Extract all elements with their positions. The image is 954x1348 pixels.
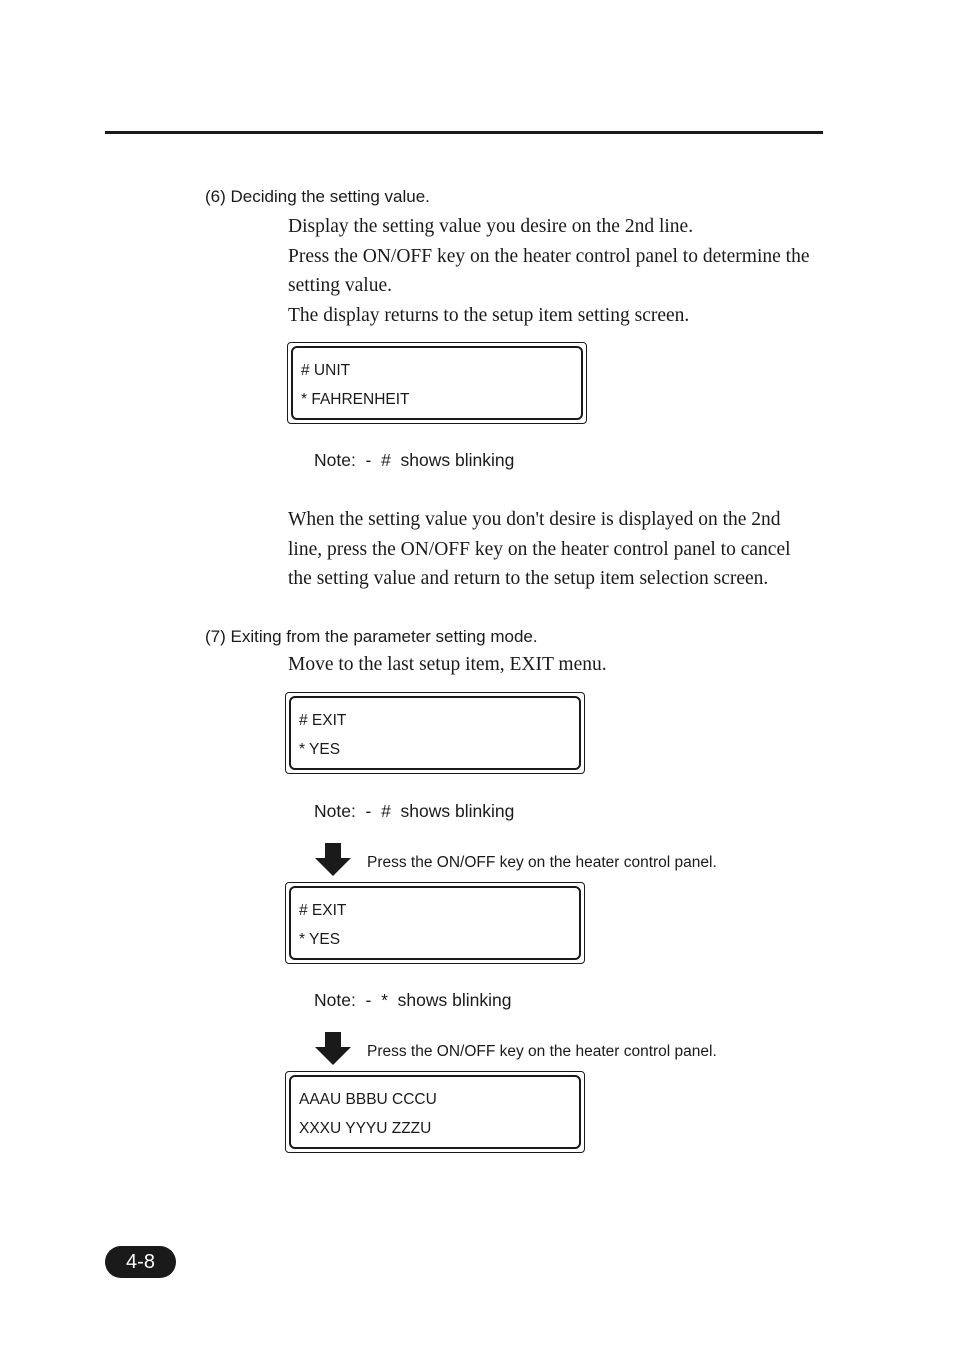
down-arrow-icon — [314, 843, 352, 877]
lcd-screen — [289, 886, 581, 960]
lcd-line-1: # EXIT — [299, 902, 347, 919]
section-6-paragraph-2 — [288, 505, 828, 594]
down-arrow-icon — [314, 1032, 352, 1066]
lcd-line-1: # EXIT — [299, 712, 347, 729]
lcd-line-2: XXXU YYYU ZZZU — [299, 1120, 432, 1137]
lcd-screen — [289, 696, 581, 770]
section-7-intro: Move to the last setup item, EXIT menu. — [288, 654, 607, 675]
note-blinking-2: Note: - # shows blinking — [314, 801, 515, 821]
lcd-line-1: # UNIT — [301, 362, 351, 379]
lcd-line-2: * FAHRENHEIT — [301, 391, 410, 408]
step-instruction-2: Press the ON/OFF key on the heater control panel. — [367, 1043, 717, 1060]
lcd-line-2: * YES — [299, 931, 341, 948]
header-rule — [105, 131, 823, 134]
note-blinking-3: Note: - * shows blinking — [314, 990, 512, 1010]
text-line: The display returns to the setup item setting screen. — [288, 304, 690, 326]
text-line: the setting value and return to the setup item selection screen. — [288, 568, 769, 589]
lcd-screen — [291, 346, 583, 420]
section-6-heading: (6) Deciding the setting value. — [205, 187, 430, 206]
text-line: setting value. — [288, 275, 392, 296]
text-line: line, press the ON/OFF key on the heater control panel to cancel — [288, 538, 791, 560]
page-number-badge: 4-8 — [105, 1246, 176, 1278]
text-line: Press the ON/OFF key on the heater control panel to determine the — [288, 245, 810, 267]
lcd-line-1: AAAU BBBU CCCU — [299, 1091, 437, 1108]
note-blinking-1: Note: - # shows blinking — [314, 450, 515, 470]
section-6-paragraph-1 — [288, 212, 828, 330]
lcd-line-2: * YES — [299, 741, 341, 758]
lcd-screen — [289, 1075, 581, 1149]
step-instruction-1: Press the ON/OFF key on the heater control panel. — [367, 854, 717, 871]
lcd-display-final — [285, 1071, 585, 1153]
text-line: When the setting value you don't desire is displayed on the 2nd — [288, 509, 781, 530]
lcd-display-exit-2 — [285, 882, 585, 964]
section-7-heading: (7) Exiting from the parameter setting mode. — [205, 627, 538, 646]
lcd-display-unit — [287, 342, 587, 424]
text-line: Display the setting value you desire on the 2nd line. — [288, 216, 694, 237]
lcd-display-exit-1 — [285, 692, 585, 774]
